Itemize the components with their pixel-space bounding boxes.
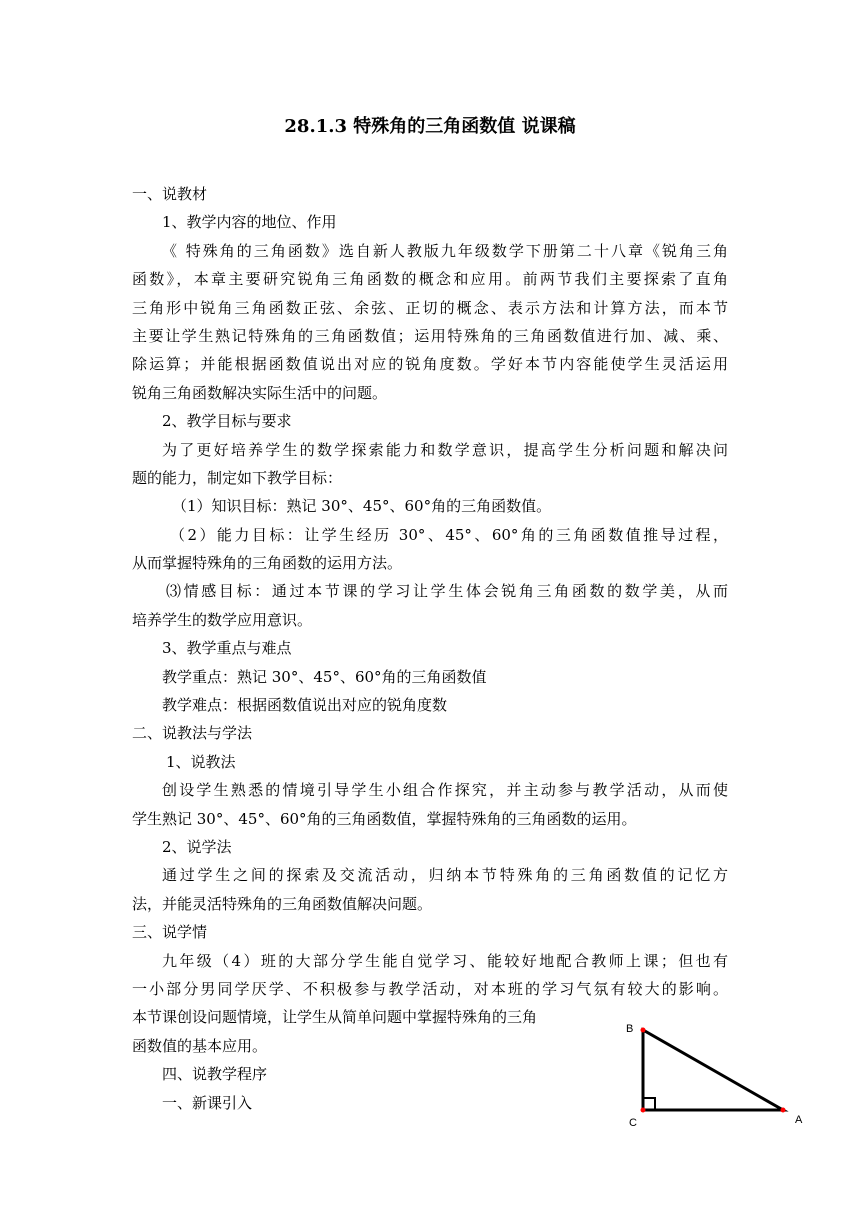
paragraph-line: 三角形中锐角三角函数正弦、余弦、正切的概念、表示方法和计算方法，而本节: [132, 298, 728, 317]
section-heading: 三、说学情: [132, 923, 208, 942]
paragraph-line: 法，并能灵活特殊角的三角函数值解决问题。: [132, 894, 433, 913]
objective-line: （2）能力目标：让学生经历 30°、45°、60°角的三角函数值推导过程，: [170, 525, 728, 544]
paragraph-line: 一小部分男同学厌学、不积极参与教学活动，对本班的学习气氛有较大的影响。: [132, 979, 728, 998]
paragraph-line: 题的能力，制定如下教学目标：: [132, 468, 343, 487]
subsection-heading: 2、教学目标与要求: [162, 412, 292, 431]
point-a: [781, 1108, 786, 1113]
paragraph-line: 本节课创设问题情境，让学生从简单问题中掌握特殊角的三角: [132, 1008, 538, 1027]
objective-line: （1）知识目标：熟记 30°、45°、60°角的三角函数值。: [172, 497, 552, 516]
objective-line: ⑶情感目标：通过本节课的学习让学生体会锐角三角函数的数学美，从而: [166, 582, 728, 601]
subsection-heading: 2、说学法: [162, 837, 232, 856]
triangle-outline: [643, 1030, 783, 1110]
section-heading: 四、说教学程序: [162, 1065, 268, 1084]
subsection-heading: 3、教学重点与难点: [162, 639, 292, 658]
paragraph-line: 锐角三角函数解决实际生活中的问题。: [132, 383, 388, 402]
paragraph-line: 函数值的基本应用。: [132, 1036, 268, 1055]
paragraph-line: 教学难点：根据函数值说出对应的锐角度数: [162, 696, 448, 715]
right-triangle-figure: [620, 1016, 810, 1132]
paragraph-line: 《 特殊角的三角函数》选自新人教版九年级数学下册第二十八章《锐角三角: [162, 241, 728, 260]
subsection-heading: 1、说教法: [166, 752, 236, 771]
paragraph-line: 学生熟记 30°、45°、60°角的三角函数值，掌握特殊角的三角函数的运用。: [132, 809, 637, 828]
right-angle-marker: [643, 1098, 655, 1110]
section-heading: 一、说教材: [132, 185, 208, 203]
paragraph-line: 通过学生之间的探索及交流活动，归纳本节特殊角的三角函数值的记忆方: [162, 866, 728, 885]
paragraph-line: 函数》，本章主要研究锐角三角函数的概念和应用。前两节我们主要探索了直角: [132, 270, 728, 289]
paragraph-line: 主要让学生熟记特殊角的三角函数值；运用特殊角的三角函数值进行加、减、乘、: [132, 326, 728, 345]
vertex-label-b: B: [626, 1023, 634, 1035]
point-b: [641, 1028, 646, 1033]
paragraph-line: 创设学生熟悉的情境引导学生小组合作探究，并主动参与教学活动，从而使: [162, 781, 728, 800]
vertex-label-a: A: [795, 1114, 803, 1126]
subsection-heading: 1、教学内容的地位、作用: [162, 213, 337, 232]
page-title: 28.1.3 特殊角的三角函数值 说课稿: [284, 116, 576, 137]
paragraph-line: 从而掌握特殊角的三角函数的运用方法。: [132, 554, 403, 573]
section-heading: 二、说教法与学法: [132, 724, 253, 743]
paragraph-line: 除运算；并能根据函数值说出对应的锐角度数。学好本节内容能使学生灵活运用: [132, 355, 728, 374]
paragraph-line: 为了更好培养学生的数学探索能力和数学意识，提高学生分析问题和解决问: [162, 440, 728, 459]
document-body: [132, 180, 728, 1117]
paragraph-line: 教学重点：熟记 30°、45°、60°角的三角函数值: [162, 667, 487, 686]
subsection-heading: 一、新课引入: [162, 1093, 253, 1112]
vertex-label-c: C: [629, 1117, 637, 1129]
paragraph-line: 九年级（4）班的大部分学生能自觉学习、能较好地配合教师上课；但也有: [162, 951, 728, 970]
point-c: [641, 1108, 646, 1113]
paragraph-line: 培养学生的数学应用意识。: [132, 610, 313, 629]
